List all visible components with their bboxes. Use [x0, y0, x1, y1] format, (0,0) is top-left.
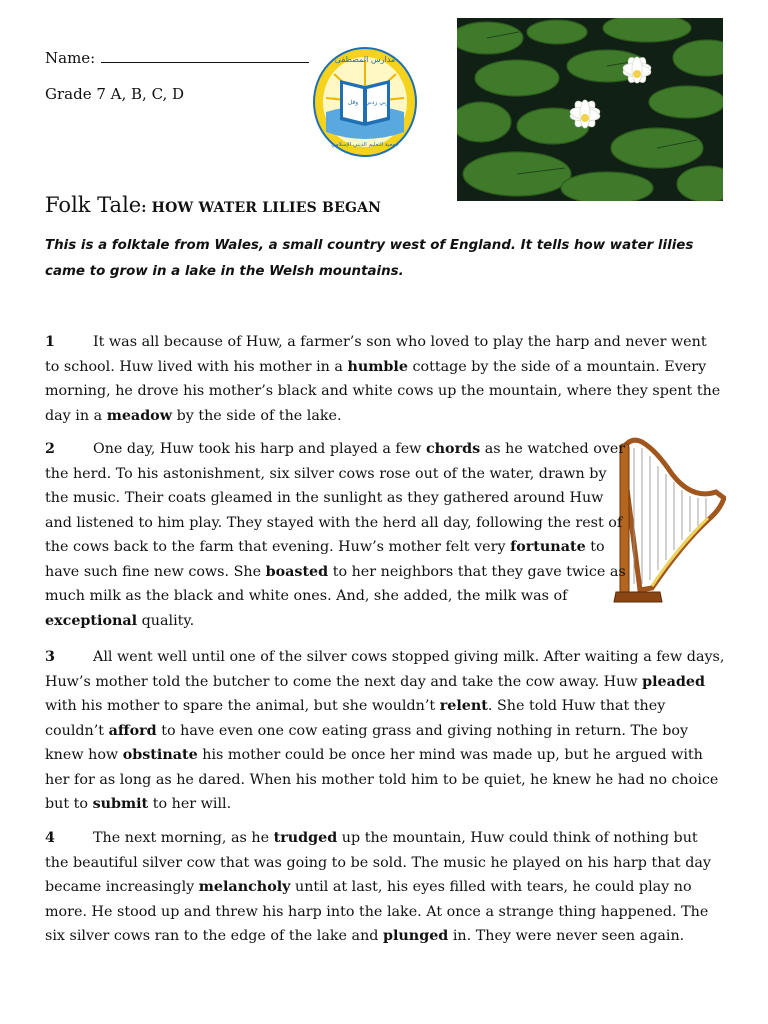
paragraph-text: to have such fine new cows. She — [45, 539, 605, 580]
vocabulary-word: fortunate — [510, 539, 586, 555]
paragraph-text: up the mountain, Huw could think of nothing but the beautiful silver cow that was going to be sold. The music he played on his harp that day became increasingly — [45, 830, 711, 895]
paragraph-text: as he watched over the herd. To his astonishment, six silver cows rose out of the water, drawn by the music. Their coats gleamed in the sunlight as they gathered around Huw and listened to him play. They stayed with the herd all day, following the rest of the cows back to the farm that evening. Huw’s mother felt very — [45, 441, 626, 555]
paragraph-3 — [45, 645, 725, 817]
vocabulary-word: pleaded — [642, 673, 706, 690]
vocabulary-word: exceptional — [45, 612, 138, 629]
paragraph-text: One day, Huw took his harp and played a few — [93, 441, 426, 457]
water-lilies-photo — [457, 18, 723, 201]
paragraph-text: to her will. — [148, 796, 232, 812]
vocabulary-word: afford — [108, 722, 157, 739]
paragraph-text: to her neighbors that they gave twice as much milk as the black and white ones. And, she added, the milk was of — [45, 563, 626, 604]
vocabulary-word: trudged — [273, 830, 338, 846]
paragraph-text: . She told Huw that they couldn’t — [45, 698, 666, 739]
vocabulary-word: humble — [347, 358, 408, 375]
title-main: Folk Tale — [45, 193, 142, 217]
intro-text: This is a folktale from Wales, a small country west of England. It tells how water lilies came to grow in a lake in the Welsh mountains. — [45, 238, 694, 279]
vocabulary-word: obstinate — [122, 747, 198, 763]
paragraph-text: by the side of the lake. — [172, 407, 342, 424]
vocabulary-word: chords — [425, 441, 481, 457]
logo-top-text: مدارس المصطفى — [334, 55, 396, 64]
paragraph-text: All went well until one of the silver cows stopped giving milk. After waiting a few days, Huw’s mother told the butcher to come the next day and take the cow away. Huw — [45, 649, 725, 690]
logo-book-left-text: وقل — [347, 99, 359, 106]
paragraph-text: with his mother to spare the animal, but she wouldn’t — [45, 698, 440, 714]
paragraph-number: 2 — [45, 441, 55, 457]
paragraph-number: 4 — [45, 830, 55, 846]
vocabulary-word: submit — [92, 796, 149, 812]
paragraph-text: quality. — [137, 612, 195, 629]
vocabulary-word: plunged — [382, 928, 449, 944]
logo-book-right-text: ربي زدني — [365, 99, 389, 106]
paragraph-text: cottage by the side of a mountain. Every morning, he drove his mother’s black and white cows up the mountain, where they spent the day in a — [45, 358, 721, 424]
school-logo — [312, 46, 418, 158]
paragraph-1 — [45, 330, 725, 428]
title-sub: : HOW WATER LILIES BEGAN — [141, 200, 382, 216]
paragraph-text: The next morning, as he — [93, 830, 274, 846]
paragraph-text: in. They were never seen again. — [448, 928, 685, 944]
name-blank-line — [101, 48, 309, 63]
vocabulary-word: melancholy — [198, 879, 291, 895]
vocabulary-word: boasted — [265, 563, 329, 580]
paragraph-text: to have even one cow eating grass and giving nothing in return. The boy knew how — [45, 722, 689, 763]
paragraph-4 — [45, 826, 725, 949]
paragraph-text: It was all because of Huw, a farmer’s son who loved to play the harp and never went to school. Huw lived with his mother in a — [45, 334, 707, 375]
name-field — [45, 48, 309, 67]
grade-line: Grade 7 A, B, C, D — [45, 85, 185, 103]
paragraph-number: 3 — [45, 649, 55, 665]
vocabulary-word: relent — [439, 698, 488, 714]
name-label: Name: — [45, 49, 96, 67]
logo-bottom-text: جمعية التعليم الديني الإسلامي — [331, 142, 399, 148]
paragraph-text: his mother could be once her mind was made up, but he argued with her for as long as he dared. When his mother told him to be quiet, he knew he had no choice but to — [45, 747, 719, 812]
paragraph-number: 1 — [45, 334, 55, 350]
paragraph-2 — [45, 437, 630, 633]
paragraph-text: until at last, his eyes filled with tears, he could play no more. He stood up and threw his harp into the lake. At once a strange thing happened. The six silver cows ran to the edge of the lake and — [45, 879, 709, 944]
story-title — [45, 193, 381, 217]
vocabulary-word: meadow — [106, 407, 173, 424]
